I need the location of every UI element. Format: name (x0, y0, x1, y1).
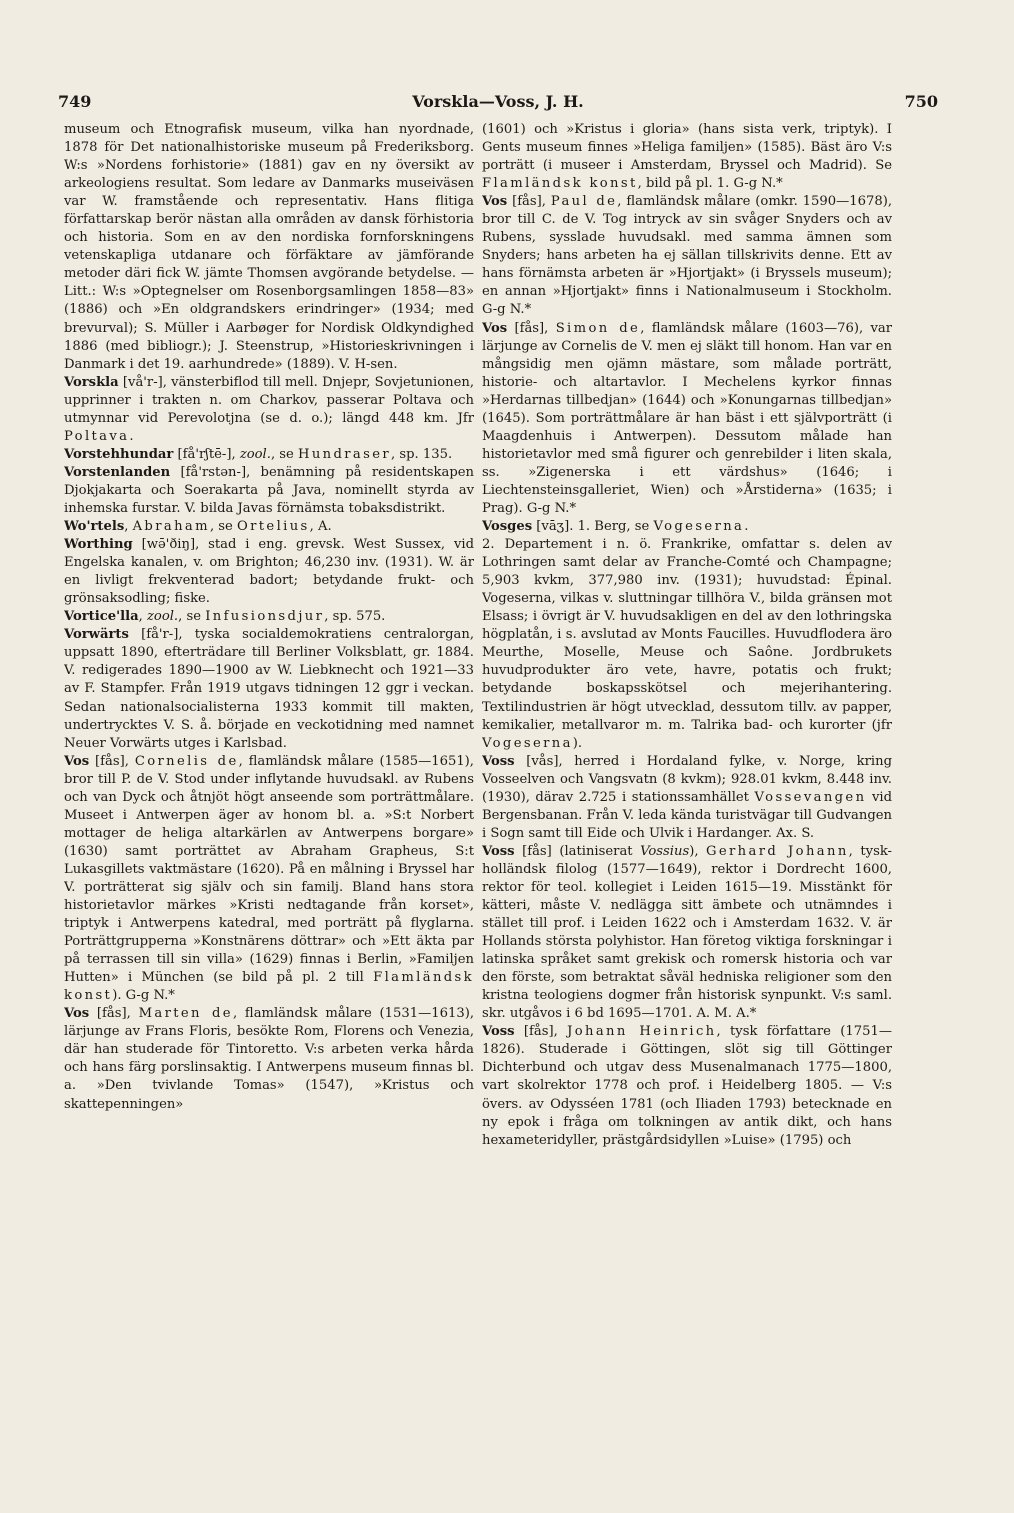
entry-text: . (129, 428, 134, 444)
entry-text: , (124, 519, 133, 535)
entry-text: Vogeserna (653, 519, 745, 535)
entry-text: , sp. 135. (391, 446, 453, 462)
entry-text: , A. (309, 519, 332, 535)
entry-text: Flamländsk konst (482, 176, 638, 192)
entry-text: Paul de (550, 194, 618, 210)
entry-text: Infusionsdjur (205, 609, 325, 625)
entry-headword: Voss (482, 1024, 515, 1040)
entry-text: 2. Departement i n. ö. Frankrike, omfattar s. delen av Lothringen samt delar av Franche-Comté och Champagne; 5,903 kvkm, 377,980 inv. (1931); huvudstad: Épinal. Vogeserna, vilkas v. sluttningar tillhöra V., bilda gränsen mot Elsass; i övrigt är V. huvudsakligen en del av den lothringska högplatån, i s. avslutad av Monts Faucilles. Huvudflodera äro Meurthe, Moselle, Meuse och Saône. Jordbrukets huvudprodukter äro vete, havre, potatis och frukt; betydande boskapsskötsel och mejerihantering. Textilindustrien är högt utvecklad, dessutom tillv. av papper, kemikalier, metallvaror m. m. Talrika bad- och kurorter (jfr (482, 537, 892, 733)
entry-headword: Vorstehhundar (64, 446, 174, 462)
running-title: Vorskla—Voss, J. H. (412, 92, 584, 111)
entry-text: [få'rstən-], benämning på residentskapen Djokjakarta och Soerakarta på Java, nominellt styrda av inhemska furstar. V. bilda Javas förnämsta tobaksdistrikt. (64, 464, 474, 516)
left-column (64, 121, 474, 1451)
entry-text: [vå'r-], vänsterbiflod till mell. Dnjepr, Sovjetunionen, upprinner i trakten n. om Charkov, passerar Poltava och utmynnar vid Perevolotjna (se d. o.); längd 448 km. Jfr (64, 374, 474, 426)
entry-text: [få'r-], tyska socialdemokratiens centralorgan, uppsatt 1890, efterträdare till Berliner Volksblatt, gr. 1884. V. redigerades 1890—1900 av W. Liebknecht och 1921—33 av F. Stampfer. Från 1919 utgavs tidningen 12 ggr i veckan. Sedan nationalsocialisterna 1933 kommit till makten, undertrycktes V. S. å. började en veckotidning med namnet Neuer Vorwärts utges i Karlsbad. (64, 627, 474, 751)
entry-headword: Vos (64, 1006, 90, 1022)
entry-text: Simon de (555, 320, 641, 336)
article-entry (482, 1023, 892, 1149)
entry-text: , flamländsk målare (1531—1613), lärjunge av Frans Floris, besökte Rom, Florens och Venezia, där han studerade för Tintoretto. V:s arbeten verka hårda och hans färg porslinsaktig. I Antwerpens museum finnas bl. a. »Den tvivlande Tomas» (1547), »Kristus och skattepenningen» (64, 1006, 474, 1112)
entry-text: ). G-g N.* (112, 988, 175, 1004)
entry-text: , (138, 609, 147, 625)
entry-headword: Wo'rtels (64, 519, 125, 535)
entry-headword: Voss (482, 843, 515, 859)
entry-text: (1601) och »Kristus i gloria» (hans sista verk, triptyk). I Gents museum finnes »Heliga familjen» (1585). Bäst äro V:s porträtt (i museer i Amsterdam, Bryssel och Madrid). Se (482, 122, 892, 174)
article-entry (64, 536, 474, 608)
entry-text: , sp. 575. (324, 609, 386, 625)
article-entry (482, 536, 892, 753)
entry-text: , flamländsk målare (1603—76), var lärjunge av Cornelis de V. men ej släkt till honom. Han var en mångsidig men ojämn mästare, som målade porträtt, historie- och altartavlor. I Mechelens kyrkor finnas »Herdarnas tillbedjan» (1644) och »Konungarnas tillbedjan» (1645). Som porträttmålare är han bäst i ett självporträtt (i Maagdenhuis i Antwerpen). Dessutom målade han historietavlor med små figurer och genrebilder i liten skala, ss. »Zigenerska i ett värdshus» (1646; i Liechtensteinsgalleriet, Wien) och »Årstiderna» (1635; i Prag). G-g N.* (482, 320, 892, 516)
entry-text: Cornelis de (134, 753, 239, 769)
entry-text: , se (178, 609, 206, 625)
entry-text: , tysk författare (1751—1826). Studerade i Göttingen, slöt sig till Göttinger Dichterbund och utgav dess Musenalmanach 1775—1800, vart skolrektor 1778 och prof. i Heidelberg 1805. — V:s övers. av Odysséen 1781 (och Iliaden 1793) betecknade en ny epok i fråga om tolkningen av antik dikt, och hans hexameteridyller, prästgårdsidyllen »Luise» (1795) och (482, 1024, 892, 1148)
entry-headword: Vosges (482, 519, 533, 535)
entry-text: [fås], (507, 194, 551, 210)
entry-text: Flamländsk konst (64, 970, 474, 1004)
entry-text: [wə̄'ðiŋ], stad i eng. grevsk. West Sussex, vid Engelska kanalen, v. om Brighton; 46,230 inv. (1931). W. är en livligt frekventerad badort; betydande frukt- och grönsaksodling; fiske. (64, 537, 474, 607)
entry-text: Vossevangen (754, 789, 867, 805)
right-column (482, 121, 892, 1451)
article-entry (64, 121, 474, 374)
entry-text: Ortelius (237, 519, 310, 535)
entry-text: Marten de (138, 1006, 233, 1022)
entry-text: , bild på pl. 1. G-g N.* (637, 176, 783, 192)
article-entry (64, 1005, 474, 1113)
entry-text: [fås], (507, 320, 556, 336)
entry-headword: Vos (482, 194, 508, 210)
entry-headword: Vorstenlanden (64, 464, 171, 480)
article-entry (482, 518, 892, 536)
entry-text: , flamländsk målare (omkr. 1590—1678), bror till C. de V. Tog intryck av sin svåger Snyders och av Rubens, sysslade huvudsakl. med samma ämnen som Snyders; hans arbeten ha ej sällan tillskrivits denne. Ett av hans förnämsta arbeten är »Hjortjakt» (i Bryssels museum); en annan »Hjortjakt» finns i Nationalmuseum i Stockholm. G-g N.* (482, 194, 892, 318)
entry-text: Vossius (640, 843, 690, 859)
entry-text: zool. (146, 609, 179, 625)
page-number-left: 749 (58, 92, 92, 111)
article-entry (64, 446, 474, 464)
article-entry (64, 374, 474, 446)
article-entry (64, 608, 474, 626)
entry-text: , se (209, 519, 237, 535)
entry-text: Abraham (132, 519, 210, 535)
entry-text: Gerhard Johann (706, 843, 849, 859)
entry-text: , tysk-holländsk filolog (1577—1649), rektor i Dordrecht 1600, rektor för teol. kollegiet i Leiden 1615—19. Misstänkt för kätteri, måste V. nedlägga sitt ämbete och utnämndes i stället till prof. i Leiden 1622 och i Amsterdam 1632. V. är Hollands största polyhistor. Han företog viktiga forskningar i latinska språket samt grekisk och romersk historia och var den förste, som betraktat såväl hedniska religioner som den kristna teologiens dogmer från historisk synpunkt. V:s saml. skr. utgåvos i 6 bd 1695—1701. A. M. A.* (482, 843, 892, 1022)
article-entry (64, 753, 474, 1006)
entry-text: , se (270, 446, 299, 462)
entry-text: ). (572, 735, 583, 751)
entry-text: [fås], (89, 1006, 139, 1022)
entry-text: Hundraser (298, 446, 392, 462)
entry-text: zool. (239, 446, 271, 462)
entry-headword: Voss (482, 753, 515, 769)
entry-headword: Vorwärts (64, 627, 129, 643)
entry-text: [fås] (latiniserat (514, 843, 641, 859)
article-entry (482, 121, 892, 193)
entry-text: museum och Etnografisk museum, vilka han nyordnade, 1878 för Det nationalhistoriske museum på Frederiksborg. W:s »Nordens forhistorie» (1881) gav en ny översikt av arkeologiens resultat. Som ledare av Danmarks museiväsen var W. framstående och representativ. Hans flitiga författarskap berör nästan alla områden av dansk förhistoria och historia. Som en av den nordiska fornforskningens vetenskapliga utdanare och förfäktare av jämförande metoder däri fick W. jämte Thomsen avgörande betydelse. — Litt.: W:s »Optegnelser om Rosenborgsamlingen 1858—83» (1886) och »En oldgrandskers erindringer» (1934; med brevurval); S. Müller i Aarbøger for Nordisk Oldkyndighed 1886 (med bibliogr.); J. Steenstrup, »Historieskrivningen i Danmark i det 19. aarhundrede» (1889). V. H-sen. (64, 122, 474, 372)
entry-text: [fås], (514, 1024, 568, 1040)
entry-text: Johann Heinrich (567, 1024, 717, 1040)
entry-text: ), (689, 843, 707, 859)
article-entry (482, 843, 892, 1023)
entry-text: Poltava (64, 428, 130, 444)
article-entry (64, 518, 474, 536)
entry-text: vid Bergensbanan. Från V. leda kända turistvägar till Gudvangen i Sogn samt till Eide och Ulvik i Hardanger. Ax. S. (482, 789, 892, 841)
entry-text: Vogeserna (482, 735, 573, 751)
entry-headword: Vos (64, 753, 90, 769)
article-entry (64, 626, 474, 752)
entry-headword: Vos (482, 320, 508, 336)
entry-text: , flamländsk målare (1585—1651), bror till P. de V. Stod under inflytande huvudsakl. av Rubens och van Dyck och åtnjöt högt anseende som porträttmålare. Museet i Antwerpen äger av honom bl. a. »S:t Norbert mottager de heliga altarkärlen av Antwerpens borgare» (1630) samt porträttet av Abraham Grapheus, S:t Lukasgillets vaktmästare (1620). På en målning i Bryssel har V. porträtterat sig själv och sin familj. Bland hans stora historietavlor märkes »Kristi nedtagande från korset», triptyk i Antwerpens katedral, med porträtt på flyglarna. Porträttgrupperna »Konstnärens döttrar» och »Ett äkta par på terrassen till sin villa» (1629) finnas i Berlin, »Familjen Hutten» i München (se bild på pl. 2 till (64, 753, 474, 986)
entry-headword: Worthing (64, 537, 133, 553)
article-entry (482, 320, 892, 519)
entry-text: [vāʒ]. 1. Berg, se (532, 519, 654, 535)
entry-text: [få'rʃtē-], (173, 446, 240, 462)
page-number-right: 750 (904, 92, 938, 111)
article-entry (482, 193, 892, 319)
page-header (58, 92, 938, 118)
entry-text: . (744, 519, 749, 535)
article-entry (482, 753, 892, 843)
entry-text: [fås], (89, 753, 135, 769)
entry-headword: Vorskla (64, 374, 119, 390)
article-entry (64, 464, 474, 518)
entry-headword: Vortice'lla (64, 609, 139, 625)
entry-text: [vås], herred i Hordaland fylke, v. Norge, kring Vosseelven och Vangsvatn (8 kvkm); 928.01 kvkm, 8.448 inv. (1930), därav 2.725 i stationssamhället (482, 753, 892, 805)
